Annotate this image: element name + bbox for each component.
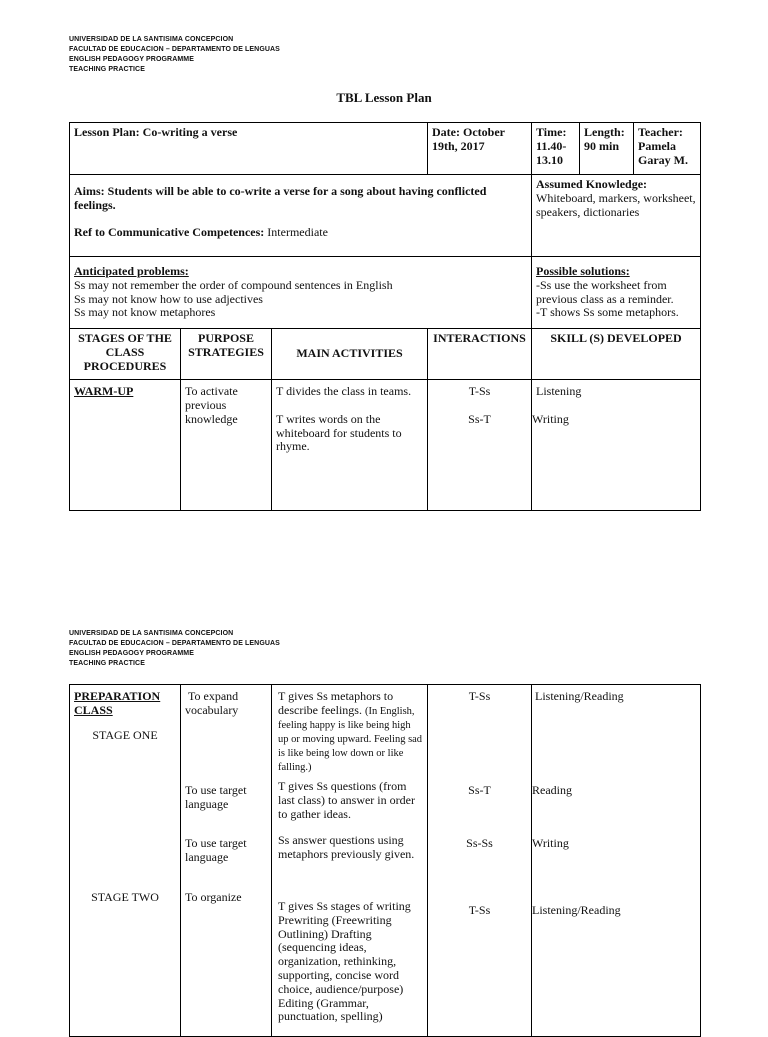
column-header-skills-label: SKILL (S) DEVELOPED: [550, 331, 682, 345]
possible-solutions-label: Possible solutions:: [536, 264, 630, 278]
solution-item: -Ss use the worksheet from previous class as a reminder.: [536, 277, 674, 306]
skill-item: Listening/Reading: [535, 689, 624, 703]
solution-item: -T shows Ss some metaphors.: [536, 305, 679, 320]
problem-item: Ss may not know how to use adjectives: [74, 291, 263, 306]
teacher-cell: [634, 123, 701, 175]
preparation-stage-cell: [70, 685, 181, 1037]
column-header-main: [272, 329, 428, 380]
warmup-skills-cell: [532, 380, 701, 511]
warmup-skill: Listening: [536, 384, 582, 398]
preparation-interactions-cell: [428, 685, 532, 1037]
possible-solutions-cell: [532, 257, 701, 329]
programme-name: ENGLISH PEDAGOGY PROGRAMME: [69, 56, 194, 63]
interaction-item: T-Ss: [468, 903, 491, 917]
column-header-interactions: [428, 329, 532, 380]
lesson-plan-title: Lesson Plan: Co-writing a verse: [74, 125, 238, 139]
time-cell: [532, 123, 580, 175]
warmup-purpose: To activate previous knowledge: [185, 384, 238, 426]
stage-one-label: STAGE ONE: [92, 728, 158, 742]
activity-example: (In English, feeling happy is like being high up or moving upward. Feeling sad is like being low down or like falling.): [278, 705, 423, 774]
anticipated-problems-label: Anticipated problems:: [74, 264, 189, 278]
institution-header-page2: [69, 629, 280, 669]
warmup-stage-label: WARM-UP: [74, 384, 134, 398]
warmup-interactions-cell: [428, 380, 532, 511]
stage-two-label: STAGE TWO: [91, 890, 159, 904]
purpose-item: To expand vocabulary: [185, 689, 242, 717]
skill-item: Reading: [532, 783, 572, 797]
column-header-skills: [532, 329, 701, 380]
warmup-interaction: Ss-T: [468, 411, 491, 426]
activity-item: Ss answer questions using metaphors previously given.: [278, 833, 415, 861]
aims-cell: [70, 175, 532, 257]
warmup-interaction: T-Ss: [468, 384, 491, 398]
activity-item: T gives Ss stages of writing Prewriting (Freewriting Outlining) Drafting (sequencing ideas, organization, rethinking, supporting, concise word choice, audience/purpose) Editing (Grammar, punctuation, spelling): [278, 899, 411, 1024]
date-label: Date: October 19th, 2017: [432, 125, 505, 153]
faculty-name: FACULTAD DE EDUCACION – DEPARTAMENTO DE LENGUAS: [69, 640, 280, 647]
university-name: UNIVERSIDAD DE LA SANTISIMA CONCEPCION: [69, 36, 234, 43]
aims-text: Aims: Students will be able to co-write a verse for a song about having conflicted feelings.: [74, 184, 487, 212]
activity-text: T gives Ss metaphors to describe feelings.: [278, 689, 394, 717]
time-label: Time: 11.40-13.10: [536, 125, 567, 167]
preparation-stage-title: PREPARATION CLASS: [74, 689, 161, 717]
page-title: TBL Lesson Plan: [336, 90, 432, 105]
ref-label: Ref to Communicative Competences:: [74, 224, 265, 239]
assumed-knowledge-label: Assumed Knowledge:: [536, 177, 648, 191]
interaction-item: Ss-Ss: [466, 836, 493, 850]
preparation-skills-cell: [532, 685, 701, 1037]
column-header-purpose: [181, 329, 272, 380]
faculty-name: FACULTAD DE EDUCACION – DEPARTAMENTO DE LENGUAS: [69, 46, 280, 53]
column-header-stages-label: STAGES OF THE CLASS PROCEDURES: [78, 331, 172, 373]
ref-competences: [74, 226, 527, 240]
warmup-activity: T divides the class in teams.: [276, 384, 412, 398]
problem-item: Ss may not know metaphores: [74, 305, 216, 320]
activity-item: T gives Ss questions (from last class) to answer in order to gather ideas.: [278, 779, 415, 821]
course-name: TEACHING PRACTICE: [69, 66, 145, 73]
assumed-knowledge-value: Whiteboard, markers, worksheet, speakers, dictionaries: [536, 190, 696, 219]
column-header-main-label: MAIN ACTIVITIES: [296, 346, 403, 361]
programme-name: ENGLISH PEDAGOGY PROGRAMME: [69, 650, 194, 657]
purpose-item: To use target language: [185, 836, 247, 864]
activity-item: [278, 690, 423, 774]
warmup-purpose-cell: [181, 380, 272, 511]
column-header-stages: [70, 329, 181, 380]
university-name: UNIVERSIDAD DE LA SANTISIMA CONCEPCION: [69, 630, 234, 637]
preparation-activities-cell: [272, 685, 428, 1037]
assumed-knowledge-cell: [532, 175, 701, 257]
course-name: TEACHING PRACTICE: [69, 660, 145, 667]
length-label: Length: 90 min: [584, 125, 625, 153]
ref-value: Intermediate: [264, 224, 328, 239]
column-header-purpose-label: PURPOSE STRATEGIES: [188, 331, 264, 359]
preparation-purpose-cell: [181, 685, 272, 1037]
institution-header: [69, 35, 280, 75]
lesson-plan-title-cell: [70, 123, 428, 175]
skill-item: Writing: [532, 836, 569, 850]
warmup-activity: T writes words on the whiteboard for students to rhyme.: [276, 411, 402, 454]
purpose-item: To organize: [185, 890, 242, 904]
anticipated-problems-cell: [70, 257, 532, 329]
skill-item: Listening/Reading: [532, 903, 621, 917]
warmup-skill: Writing: [532, 411, 569, 426]
preparation-table: [69, 684, 701, 1037]
interaction-item: Ss-T: [468, 783, 491, 797]
interaction-item: T-Ss: [468, 689, 491, 703]
length-cell: [580, 123, 634, 175]
column-header-interactions-label: INTERACTIONS: [433, 331, 526, 345]
problem-item: Ss may not remember the order of compound sentences in English: [74, 277, 393, 292]
lesson-plan-table: [69, 122, 701, 511]
date-cell: [428, 123, 532, 175]
warmup-stage-cell: [70, 380, 181, 511]
teacher-label: Teacher: Pamela Garay M.: [638, 125, 689, 167]
warmup-activities-cell: [272, 380, 428, 511]
purpose-item: To use target language: [185, 783, 247, 811]
